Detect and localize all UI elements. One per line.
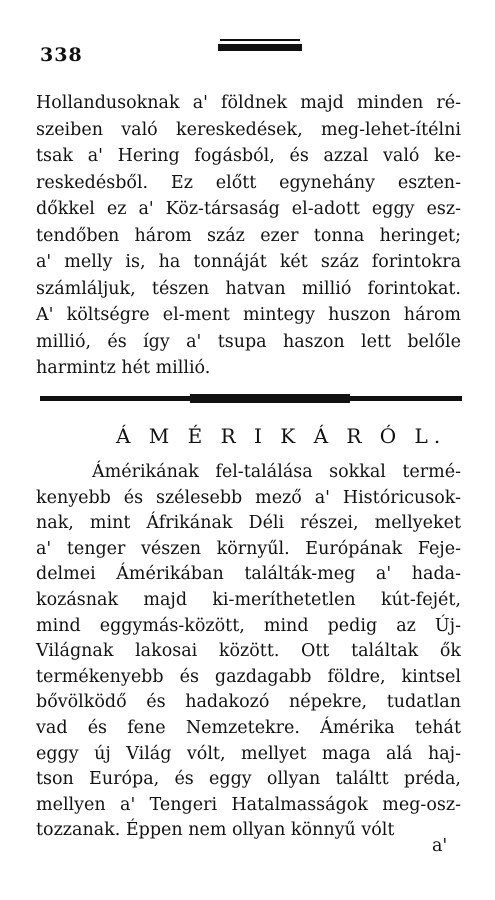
text-line: tson Európa, és eggy ollyan találtt préda, — [36, 769, 461, 790]
text-line: harmintz hét millió. — [36, 358, 211, 378]
page-number: 338 — [40, 44, 83, 66]
text-line: a' melly is, ha tonnáját két száz forintokra — [36, 252, 461, 272]
text-line: dőkkel ez a' Köz-társaság el-adott eggy esz- — [36, 199, 461, 219]
text-line: mind eggymás-között, mind pedig az Új- — [36, 615, 461, 636]
text-line: delmei Ámérikában találták-meg a' hada- — [36, 564, 461, 585]
text-line: bővölködő és hadakozó népekre, tudatlan — [36, 692, 461, 713]
section-heading: Á M É R I K Á R Ó L. — [116, 424, 447, 448]
text-line: vad és fene Nemzetekre. Ámérika tehát — [36, 718, 461, 738]
text-line: Ámérikának fel-találása sokkal termé- — [92, 462, 461, 482]
text-line: Világnak lakosai között. Ott találtak ők — [36, 641, 461, 662]
text-line: tsak a' Hering fogásból, és azzal való ke- — [36, 146, 461, 166]
text-line: Hollandusoknak a' földnek majd minden ré- — [36, 93, 461, 113]
text-line: kenyebb és szélesebb mező a' Históricusok- — [36, 487, 461, 508]
text-line: számláljuk, tészen hatvan millió forintokat. — [36, 278, 461, 299]
header-ornament-rule — [218, 44, 302, 51]
text-line: A' költségre el-ment mintegy huszon három — [36, 305, 461, 325]
text-line: tozzanak. Éppen nem ollyan könnyű vólt — [36, 820, 395, 841]
text-line: termékenyebb és gazdagabb földre, kintsel — [36, 666, 461, 687]
section-divider-rule — [40, 396, 462, 401]
text-line: mellyen a' Tengeri Hatalmasságok meg-osz- — [36, 794, 461, 815]
text-line: reskedésből. Ez előtt egynehány eszten- — [36, 172, 461, 193]
text-line: millió, és így a' tsupa haszon lett belőle — [36, 331, 461, 352]
text-line: nak, mint Áfrikának Déli részei, mellyeket — [36, 513, 461, 534]
text-line: szeiben való kereskedések, meg-lehet-ítélni — [36, 119, 461, 140]
text-line: a' tenger vészen környűl. Európának Feje- — [36, 538, 461, 559]
text-line: kozásnak majd ki-meríthetetlen kút-fejét, — [36, 590, 461, 610]
catchword: a' — [432, 836, 448, 856]
text-line: eggy új Világ vólt, mellyet maga alá haj- — [36, 743, 461, 764]
text-line: tendőben három száz ezer tonna heringet; — [36, 225, 461, 246]
